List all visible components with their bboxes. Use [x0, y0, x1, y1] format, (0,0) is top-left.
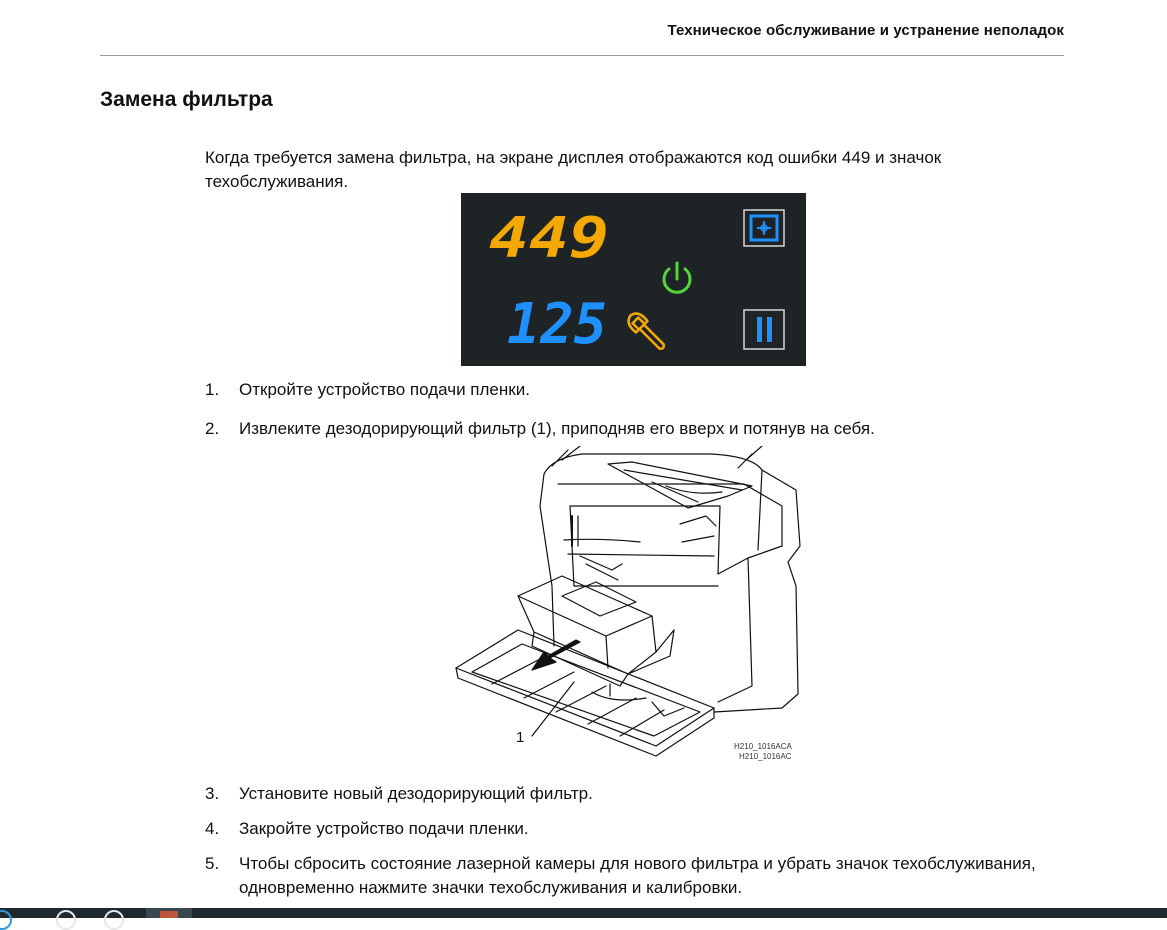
callout-number: 1	[516, 729, 525, 746]
step-text: Извлеките дезодорирующий фильтр (1), приподняв его вверх и потянув на себя.	[239, 419, 875, 438]
feeder-tray	[456, 630, 714, 756]
filter-removal-illustration	[452, 446, 812, 766]
taskbar	[0, 908, 1167, 918]
error-code-readout: 449	[489, 206, 609, 271]
counter-readout: 125	[507, 292, 607, 357]
step-number: 4.	[205, 819, 220, 838]
running-header: Техническое обслуживание и устранение неполадок	[667, 22, 1064, 39]
taskbar-app-button[interactable]	[146, 908, 192, 918]
header-rule	[100, 55, 1064, 56]
calibration-icon[interactable]	[744, 210, 784, 246]
filter-cartridge	[518, 556, 674, 700]
step-text: Закройте устройство подачи пленки.	[239, 819, 529, 838]
app-icon	[160, 911, 178, 918]
taskbar-circle-icon[interactable]	[0, 910, 12, 930]
step-number: 5.	[205, 854, 220, 873]
illustration-code-1: H210_1016ACA	[734, 742, 792, 751]
step-text: Установите новый дезодорирующий фильтр.	[239, 784, 593, 803]
step-number: 3.	[205, 784, 220, 803]
step-number: 2.	[205, 419, 220, 438]
intro-paragraph: Когда требуется замена фильтра, на экране дисплея отображаются код ошибки 449 и значок техобслуживания.	[205, 148, 942, 191]
section-title: Замена фильтра	[100, 88, 273, 111]
step-number: 1.	[205, 380, 220, 399]
taskbar-circle-icon[interactable]	[56, 910, 76, 930]
step-text: Чтобы сбросить состояние лазерной камеры для нового фильтра и убрать значок техобслуживания, одновременно нажмите значки техобслуживания и калибровки.	[239, 854, 1036, 897]
taskbar-circle-icon[interactable]	[104, 910, 124, 930]
step-text: Откройте устройство подачи пленки.	[239, 380, 530, 399]
illustration-code-2: H210_1016AC	[739, 752, 792, 761]
display-panel	[461, 193, 806, 366]
device-outline	[540, 446, 800, 712]
